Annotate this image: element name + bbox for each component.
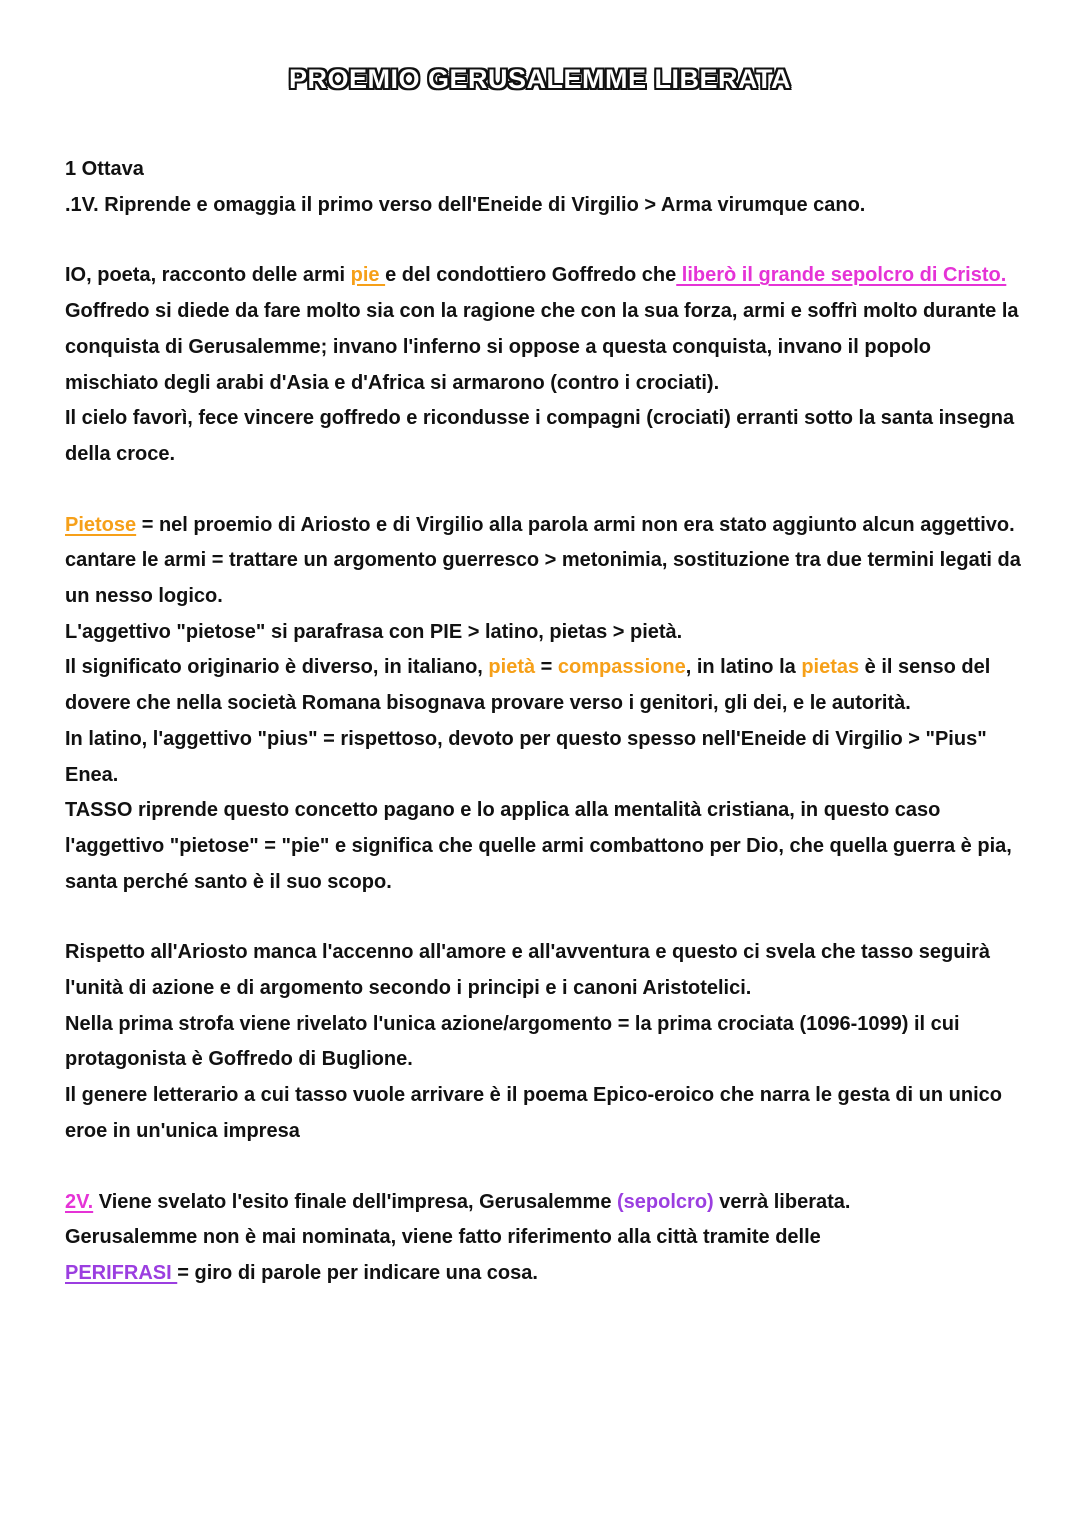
highlight-compassione: compassione <box>557 656 686 679</box>
text-run: Il significato originario è diverso, in italiano, <box>65 656 489 679</box>
text-run: e del condottiero Goffredo che <box>385 264 677 287</box>
paragraph: .1V. Riprende e omaggia il primo verso dell'Eneide di Virgilio > Arma virumque cano. <box>65 193 866 216</box>
text-run: IO, poeta, racconto delle armi <box>65 264 351 287</box>
highlight-libero: liberò il grande sepolcro di Cristo. <box>676 264 1007 287</box>
paragraph <box>65 258 1025 294</box>
notes-body <box>65 152 1025 1292</box>
text-run: = giro di parole per indicare una cosa. <box>177 1261 538 1284</box>
highlight-pietose: Pietose <box>65 513 137 536</box>
paragraph: cantare le armi = trattare un argomento guerresco > metonimia, sostituzione tra due termini legati da un nesso logico. <box>65 549 1021 608</box>
paragraph: In latino, l'aggettivo "pius" = rispettoso, devoto per questo spesso nell'Eneide di Virgilio > "Pius" Enea. <box>65 727 987 786</box>
text-run: è il senso del dovere che nella società Romana bisognava provare verso i genitori, gli dei, e le autorità. <box>65 656 991 715</box>
text-run: Viene svelato l'esito finale dell'impresa, Gerusalemme <box>93 1190 618 1213</box>
paragraph <box>65 650 1025 721</box>
highlight-pieta: pietà <box>488 656 536 679</box>
highlight-perifrasi: PERIFRASI <box>65 1261 178 1284</box>
text-run: , in latino la <box>685 656 802 679</box>
text-run: verrà liberata. <box>713 1190 851 1213</box>
highlight-pie: pie <box>350 264 386 287</box>
paragraph <box>65 508 1025 544</box>
paragraph: Rispetto all'Ariosto manca l'accenno all'amore e all'avventura e questo ci svela che tasso seguirà l'unità di azione e di argomento secondo i principi e i canoni Aristotelici. <box>65 941 990 1000</box>
text-run: = <box>535 656 558 679</box>
paragraph: Il cielo favorì, fece vincere goffredo e ricondusse i compagni (crociati) erranti sotto la santa insegna della croce. <box>65 407 1015 465</box>
paragraph: Il genere letterario a cui tasso vuole arrivare è il poema Epico-eroico che narra le gesta di un unico eroe in un'unica impresa <box>65 1084 1002 1142</box>
highlight-sepolcro: (sepolcro) <box>617 1190 714 1213</box>
paragraph: L'aggettivo "pietose" si parafrasa con PIE > latino, pietas > pietà. <box>65 620 683 643</box>
paragraph <box>65 1185 1025 1221</box>
section-heading: 1 Ottava <box>65 158 144 180</box>
text-run: = nel proemio di Ariosto e di Virgilio alla parola armi non era stato aggiunto alcun aggettivo. <box>136 513 1015 536</box>
paragraph: Goffredo si diede da fare molto sia con la ragione che con la sua forza, armi e soffrì molto durante la conquista di Gerusalemme; invano l'inferno si oppose a questa conquista, invano il popolo mischiato degli arabi d'Asia e d'Africa si armarono (contro i crociati). <box>65 300 1019 394</box>
paragraph: Nella prima strofa viene rivelato l'unica azione/argomento = la prima crociata (1096-1099) il cui protagonista è Goffredo di Buglione. <box>65 1012 960 1071</box>
page-title: PROEMIO GERUSALEMME LIBERATA <box>288 64 791 94</box>
paragraph <box>65 1256 1025 1292</box>
highlight-2v: 2V. <box>65 1190 94 1213</box>
paragraph: TASSO riprende questo concetto pagano e lo applica alla mentalità cristiana, in questo caso l'aggettivo "pietose" = "pie" e significa che quelle armi combattono per Dio, che quella guerra è pia, santa perché santo è il suo scopo. <box>65 799 1012 893</box>
highlight-pietas: pietas <box>801 656 860 679</box>
paragraph: Gerusalemme non è mai nominata, viene fatto riferimento alla città tramite delle <box>65 1226 821 1249</box>
